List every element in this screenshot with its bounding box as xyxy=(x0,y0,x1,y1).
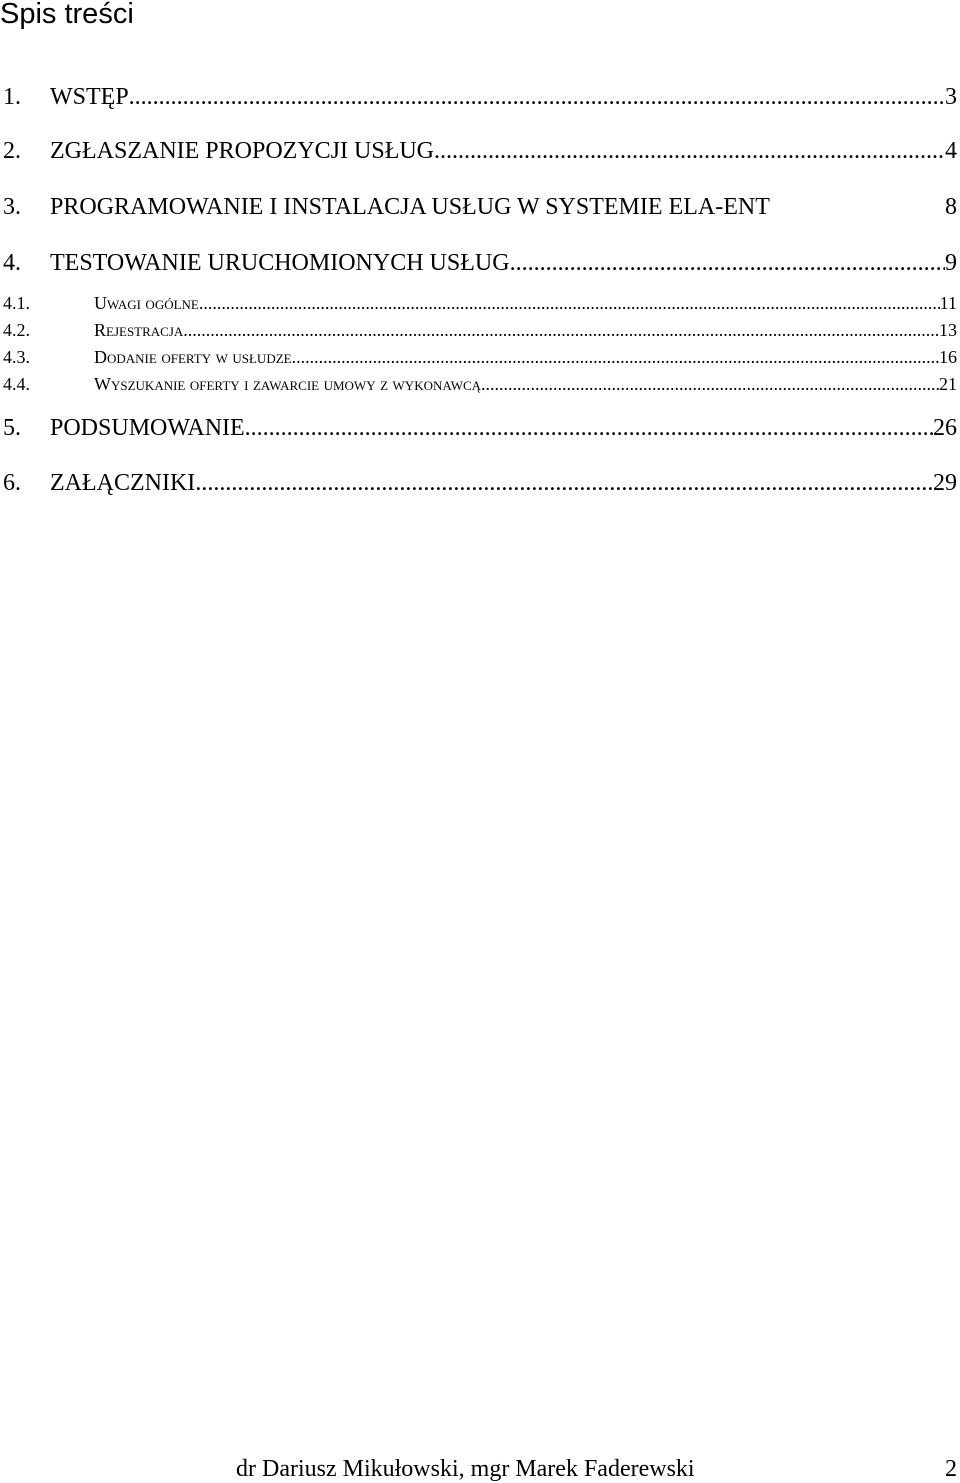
toc-entry-number: 1. xyxy=(3,84,21,110)
page-footer xyxy=(236,1455,960,1483)
toc-entry-page: 11 xyxy=(939,293,957,313)
toc-entry-number: 2. xyxy=(3,138,21,164)
toc-entry-page: 8 xyxy=(945,194,957,220)
toc-entry-label: Wyszukanie oferty i zawarcie umowy z wykonawcą xyxy=(94,374,482,394)
toc-entry-number: 4.1. xyxy=(3,293,30,313)
toc-entry-dodanie-oferty[interactable] xyxy=(3,345,957,369)
toc-dot-leader xyxy=(195,468,933,498)
toc-entry-number: 5. xyxy=(3,415,21,441)
toc-entry-page: 29 xyxy=(933,470,957,496)
toc-dot-leader xyxy=(183,318,939,342)
toc-dot-leader xyxy=(199,291,940,315)
toc-entry-page: 4 xyxy=(945,138,957,164)
toc-entry-programowanie[interactable] xyxy=(3,192,957,222)
toc-entry-uwagi-ogolne[interactable] xyxy=(3,291,957,315)
toc-dot-leader xyxy=(292,345,939,369)
toc-entry-number: 4.3. xyxy=(3,347,30,367)
toc-entry-page: 13 xyxy=(939,320,957,340)
toc-entry-page: 21 xyxy=(939,374,957,394)
toc-entry-wyszukanie-oferty[interactable] xyxy=(3,372,957,396)
toc-dot-leader xyxy=(510,248,945,278)
toc-entry-label: ZGŁASZANIE PROPOZYCJI USŁUG xyxy=(50,138,435,164)
toc-entry-label: Dodanie oferty w usłudze xyxy=(94,347,292,367)
toc-entry-page: 26 xyxy=(933,415,957,441)
toc-entry-label: Rejestracja xyxy=(94,320,184,340)
toc-entry-wstep[interactable] xyxy=(3,82,957,112)
toc-entry-rejestracja[interactable] xyxy=(3,318,957,342)
toc-entry-label: Uwagi ogólne xyxy=(94,293,199,313)
toc-entry-label: WSTĘP xyxy=(50,84,129,110)
toc-entry-page: 16 xyxy=(939,347,957,367)
toc-entry-zglaszanie[interactable] xyxy=(3,136,957,166)
toc-entry-podsumowanie[interactable] xyxy=(3,413,957,443)
toc-entry-number: 4.2. xyxy=(3,320,30,340)
toc-title: Spis treści xyxy=(0,0,134,30)
toc-entry-testowanie[interactable] xyxy=(3,248,957,278)
toc-entry-number: 4.4. xyxy=(3,374,30,394)
toc-dot-leader xyxy=(481,372,939,396)
toc-dot-leader xyxy=(434,136,945,166)
toc-entry-label: TESTOWANIE URUCHOMIONYCH USŁUG xyxy=(50,250,510,276)
toc-entry-number: 3. xyxy=(3,194,21,220)
footer-page-number: 2 xyxy=(945,1456,957,1482)
footer-authors: dr Dariusz Mikułowski, mgr Marek Faderewski xyxy=(236,1456,695,1482)
toc-entry-page: 3 xyxy=(945,84,957,110)
toc-entry-page: 9 xyxy=(945,250,957,276)
toc-entry-number: 4. xyxy=(3,250,21,276)
toc-entry-label: ZAŁĄCZNIKI xyxy=(50,470,196,496)
toc-entry-number: 6. xyxy=(3,470,21,496)
toc-dot-leader xyxy=(245,413,933,443)
toc-entry-zalaczniki[interactable] xyxy=(3,468,957,498)
toc-entry-label: PROGRAMOWANIE I INSTALACJA USŁUG W SYSTEMIE ELA-ENT xyxy=(50,194,770,220)
toc-dot-leader xyxy=(129,82,945,112)
toc-entry-label: PODSUMOWANIE xyxy=(50,415,245,441)
